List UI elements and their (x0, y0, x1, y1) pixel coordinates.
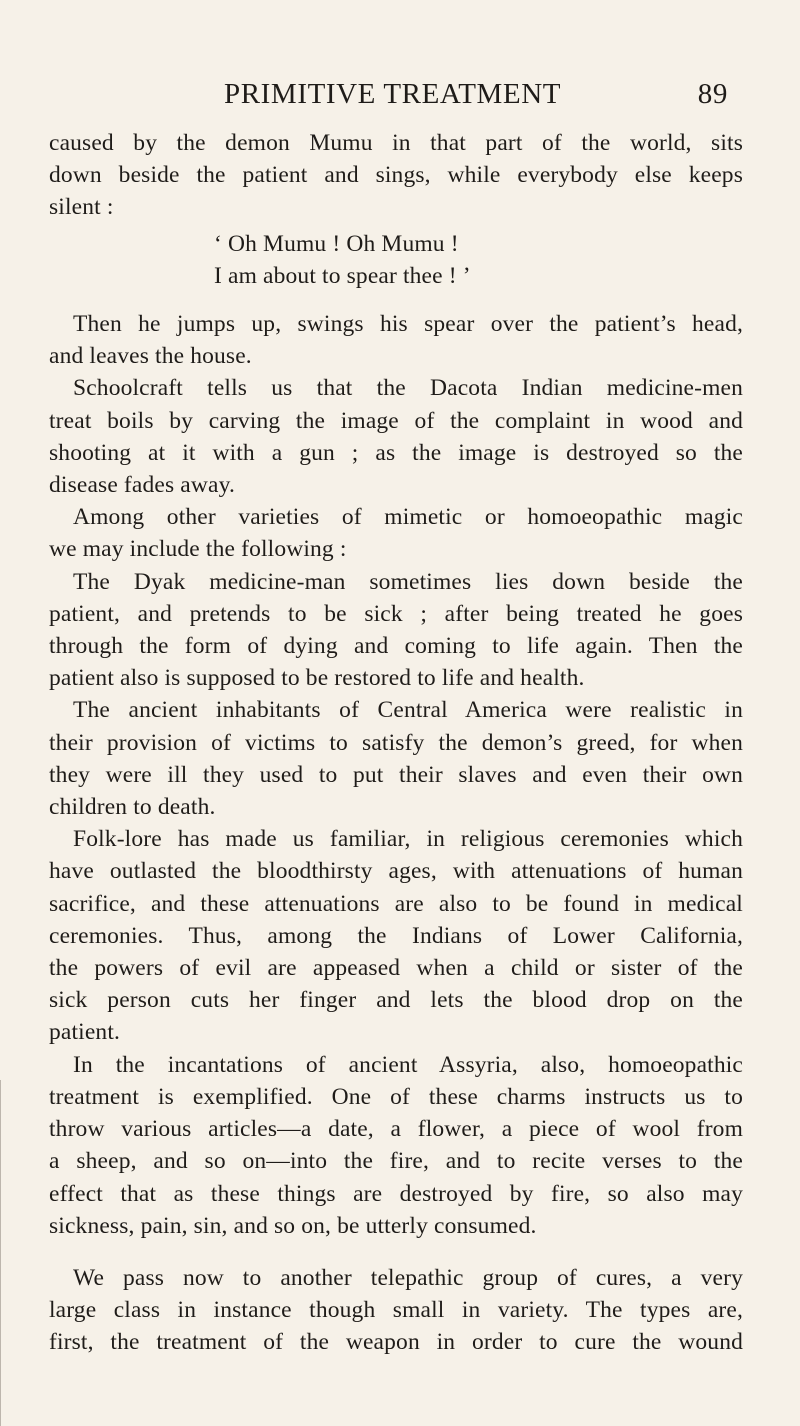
verse-line: I am about to spear thee ! ’ (214, 262, 471, 289)
text-line: Folk-lore has made us familiar, in religious ceremonies which (73, 826, 743, 853)
text-line: treat boils by carving the image of the complaint in wood and (49, 407, 743, 434)
verse-line: ‘ Oh Mumu ! Oh Mumu ! (214, 230, 459, 257)
text-line: patient. (49, 1019, 121, 1046)
page-title: PRIMITIVE TREATMENT (224, 78, 562, 110)
text-line: Among other varieties of mimetic or homoeopathic magic (73, 504, 743, 531)
text-line: sickness, pain, sin, and so on, be utterly consumed. (49, 1212, 537, 1239)
text-line: a sheep, and so on—into the fire, and to recite verses to the (49, 1148, 743, 1175)
section-spacing (49, 1242, 743, 1262)
text-line: and leaves the house. (49, 343, 252, 370)
verse-spacing (49, 292, 743, 308)
text-line: Schoolcraft tells us that the Dacota Indian medicine-men (73, 375, 743, 402)
page-number: 89 (697, 78, 728, 110)
text-line: large class in instance though small in variety. The types are, (49, 1297, 743, 1324)
text-line: disease fades away. (49, 472, 235, 499)
text-line: treatment is exemplified. One of these charms instructs us to (49, 1083, 743, 1110)
running-header (224, 78, 730, 118)
text-line: have outlasted the bloodthirsty ages, with attenuations of human (49, 858, 743, 885)
text-line: children to death. (49, 794, 216, 821)
text-line: patient, and pretends to be sick ; after being treated he goes (49, 600, 743, 627)
page-body (49, 127, 743, 1359)
text-line: In the incantations of ancient Assyria, also, homoeopathic (73, 1051, 743, 1078)
text-line: down beside the patient and sings, while everybody else keeps (49, 162, 743, 189)
text-line: We pass now to another telepathic group of cures, a very (73, 1264, 743, 1291)
text-line: silent : (49, 194, 114, 221)
text-line: caused by the demon Mumu in that part of the world, sits (49, 130, 743, 156)
text-line: sacrifice, and these attenuations are also to be found in medical (49, 890, 743, 917)
text-line: Then he jumps up, swings his spear over the patient’s head, (73, 311, 743, 338)
text-line: they were ill they used to put their slaves and even their own (49, 761, 743, 788)
text-line: shooting at it with a gun ; as the image is destroyed so the (49, 439, 743, 466)
text-line: patient also is supposed to be restored to life and health. (49, 665, 585, 692)
text-line: The Dyak medicine-man sometimes lies down beside the (73, 568, 743, 595)
page-edge-shadow (0, 1080, 1, 1426)
text-line: sick person cuts her finger and lets the blood drop on the (49, 987, 743, 1014)
text-line: their provision of victims to satisfy the demon’s greed, for when (49, 729, 743, 756)
text-line: we may include the following : (49, 536, 347, 563)
text-line: ceremonies. Thus, among the Indians of Lower California, (49, 922, 743, 949)
text-line: the powers of evil are appeased when a child or sister of the (49, 955, 743, 982)
text-line: The ancient inhabitants of Central America were realistic in (73, 697, 743, 724)
text-line: throw various articles—a date, a flower, a piece of wool from (49, 1116, 743, 1143)
text-line: first, the treatment of the weapon in order to cure the wound (49, 1329, 743, 1356)
text-line: effect that as these things are destroyed by fire, so also may (49, 1180, 743, 1207)
text-line: through the form of dying and coming to life again. Then the (49, 633, 743, 660)
